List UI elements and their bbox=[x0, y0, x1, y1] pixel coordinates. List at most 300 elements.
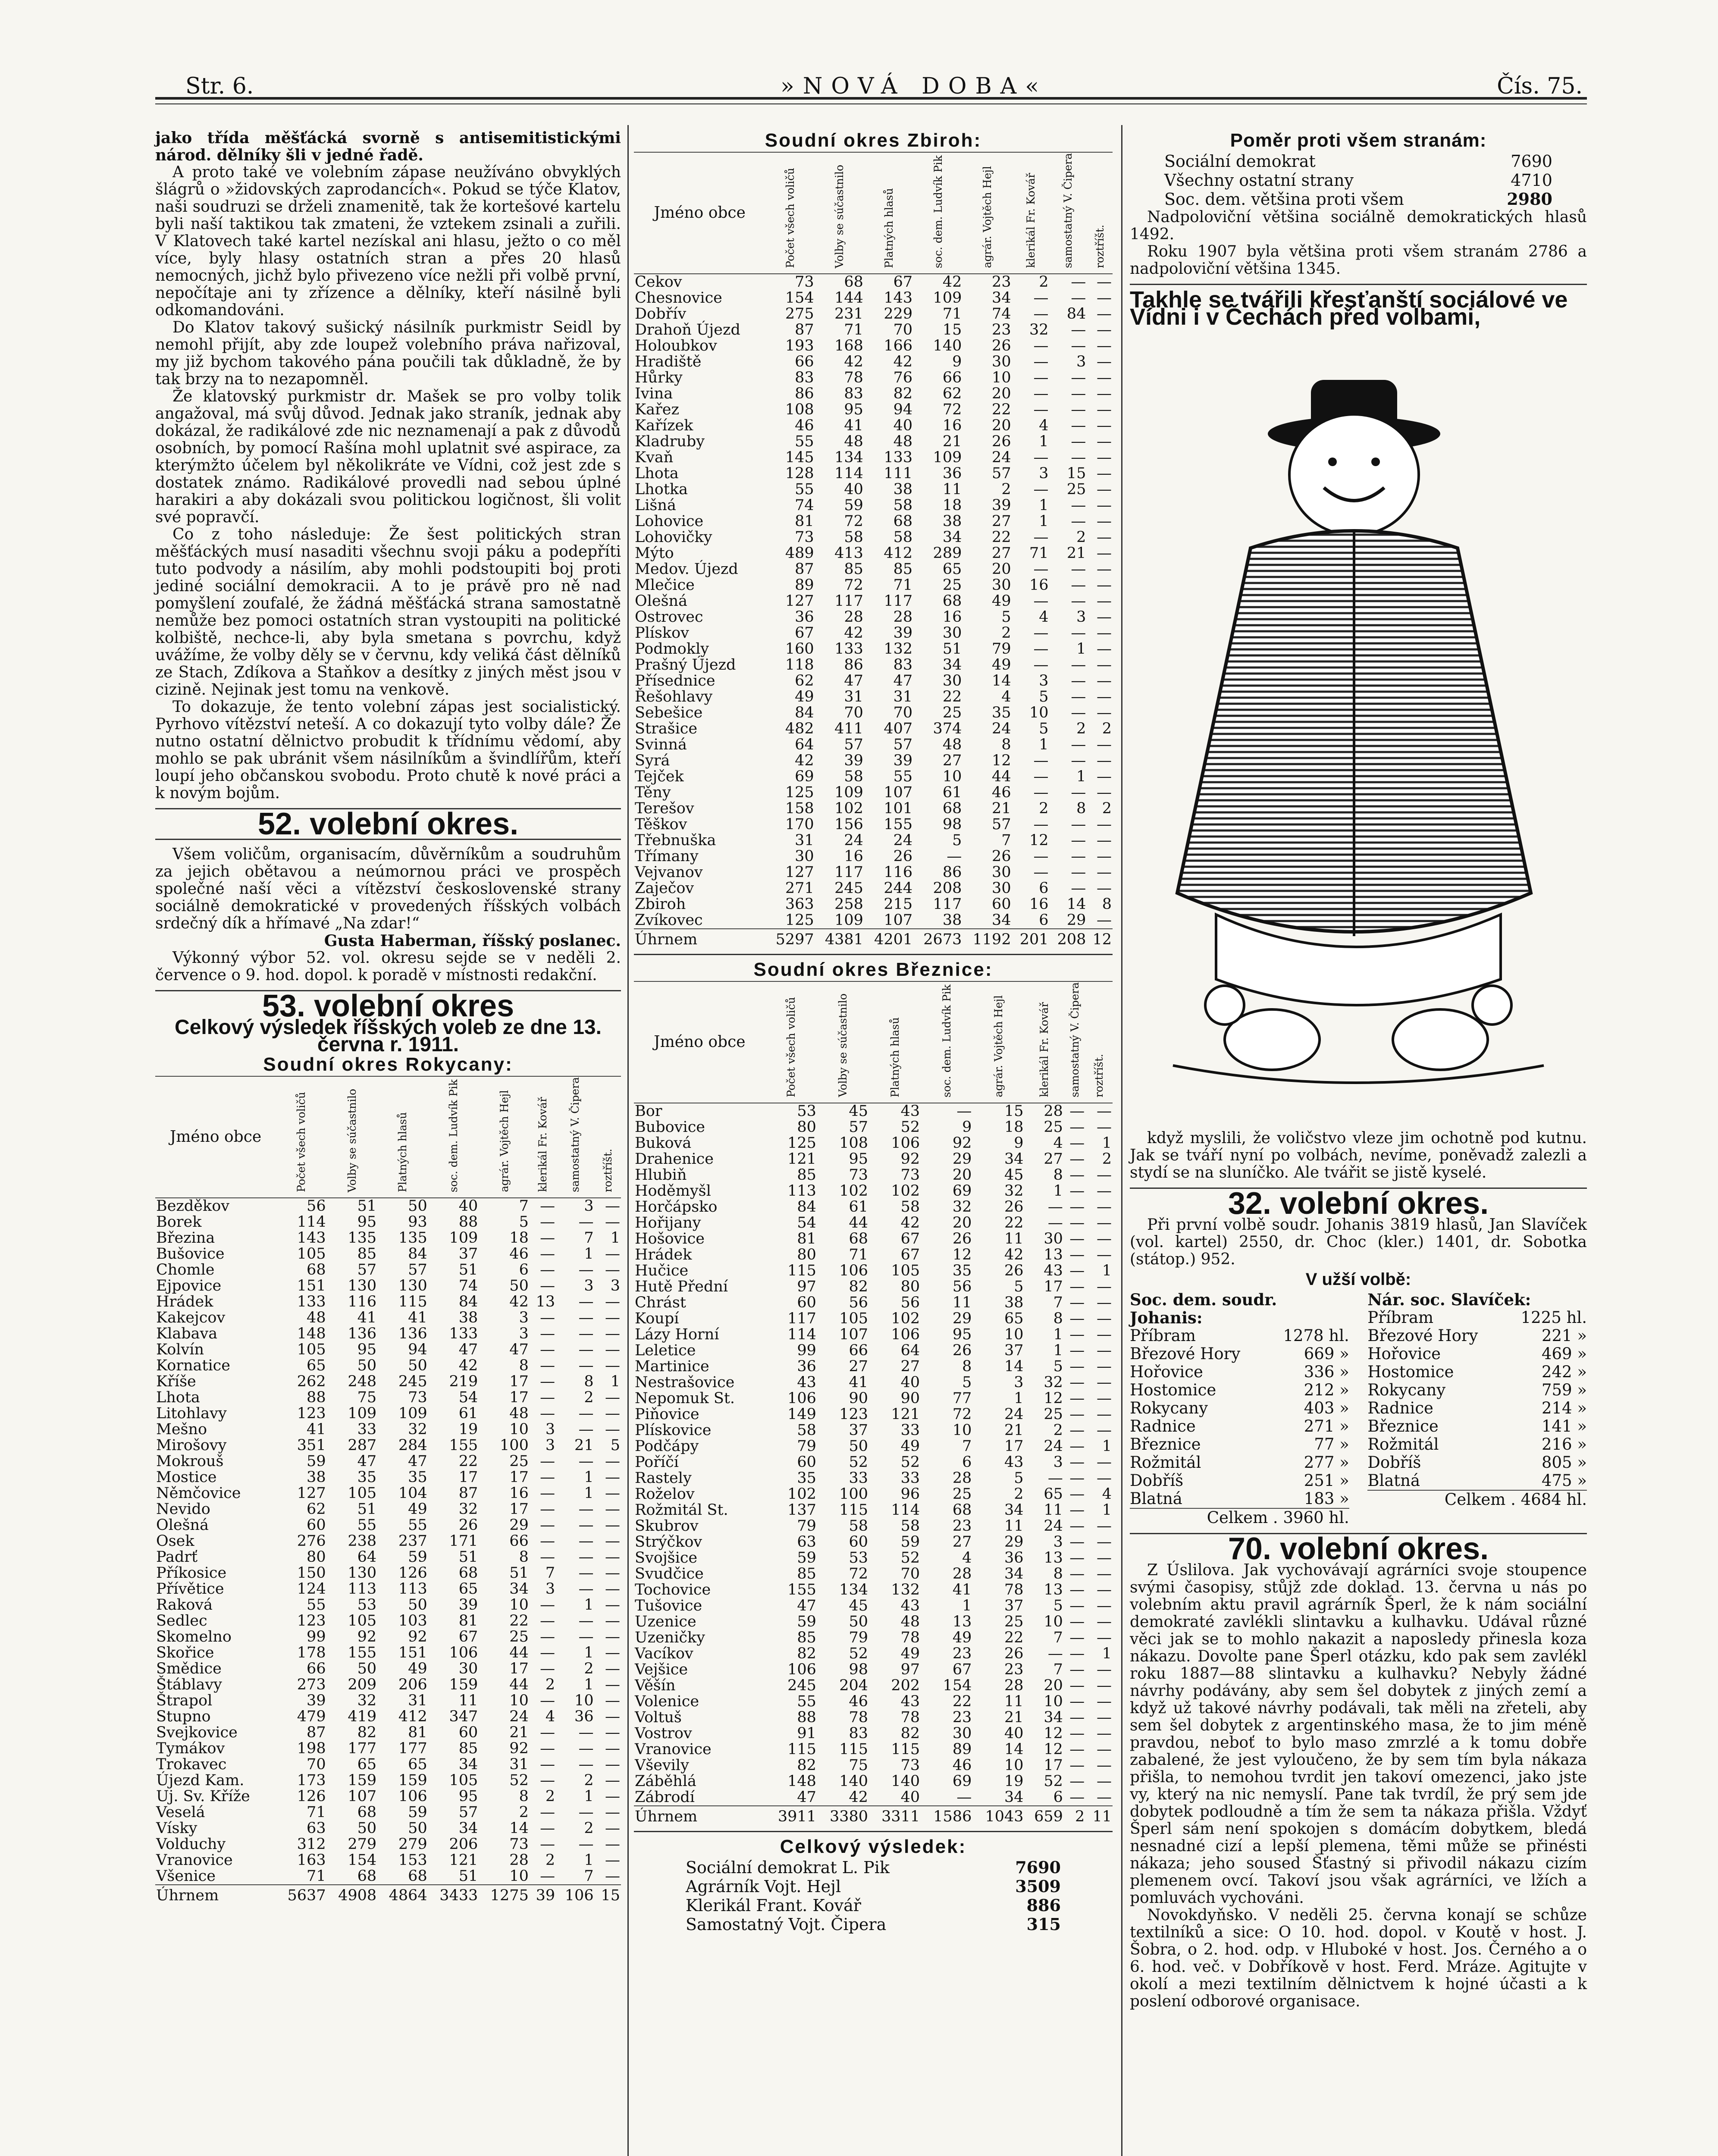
column-right bbox=[1130, 129, 1587, 2010]
total-row bbox=[634, 929, 1113, 948]
vote-count: 153 bbox=[398, 1851, 427, 1869]
vote-count: 9 bbox=[962, 1118, 972, 1136]
vote-count: 95 bbox=[849, 1150, 868, 1168]
vote-count: — bbox=[540, 1548, 555, 1566]
total-value: 11 bbox=[1085, 1806, 1113, 1825]
table-row bbox=[155, 1565, 621, 1581]
vote-count: 2 bbox=[545, 1676, 555, 1693]
table-row bbox=[634, 322, 1113, 338]
vote-count: 18 bbox=[1004, 1118, 1024, 1136]
vote-count: 36 bbox=[574, 1708, 594, 1725]
vote-count: 71 bbox=[844, 321, 863, 338]
vote-count: 8 bbox=[1053, 1565, 1063, 1583]
vote-count: — bbox=[1069, 1230, 1085, 1247]
vote-count: 20 bbox=[992, 417, 1011, 434]
vote-count: — bbox=[1047, 1198, 1063, 1216]
vote-count: — bbox=[1069, 1581, 1085, 1598]
vote-count: — bbox=[1071, 704, 1086, 721]
vote-count: — bbox=[1033, 768, 1049, 785]
total-value: 208 bbox=[1050, 929, 1087, 948]
vote-count: — bbox=[1097, 1166, 1112, 1184]
vote-count: 43 bbox=[900, 1597, 920, 1614]
vote-count: 25 bbox=[952, 1485, 972, 1503]
municipality-name: Chomle bbox=[156, 1261, 215, 1279]
column-header: Jméno obce bbox=[634, 152, 765, 274]
vote-count: — bbox=[1097, 1373, 1112, 1391]
vote-count: 40 bbox=[893, 417, 913, 434]
vote-count: 48 bbox=[307, 1309, 326, 1326]
vote-count: — bbox=[578, 1612, 594, 1630]
vote-count: 42 bbox=[893, 353, 913, 370]
vote-count: 24 bbox=[509, 1708, 529, 1725]
vote-count: — bbox=[605, 1819, 620, 1837]
table-row bbox=[155, 1454, 621, 1470]
vote-count: — bbox=[540, 1245, 555, 1263]
vote-count: 121 bbox=[787, 1150, 816, 1168]
vote-count: 3 bbox=[545, 1420, 555, 1438]
vote-count: — bbox=[540, 1516, 555, 1534]
municipality-name: Hlubiň bbox=[635, 1166, 687, 1184]
vote-count: 55 bbox=[795, 480, 814, 498]
vote-count: 53 bbox=[357, 1596, 377, 1614]
town-votes: 212 » bbox=[1304, 1381, 1349, 1399]
vote-count: — bbox=[540, 1229, 555, 1247]
vote-count: 81 bbox=[797, 1230, 816, 1247]
municipality-name: Mokrouš bbox=[156, 1452, 224, 1470]
vote-count: — bbox=[605, 1612, 620, 1630]
vote-count: 79 bbox=[849, 1629, 868, 1646]
vote-count: 94 bbox=[408, 1341, 427, 1358]
table-row bbox=[155, 1262, 621, 1278]
vote-count: 26 bbox=[893, 847, 913, 865]
vote-count: — bbox=[540, 1612, 555, 1630]
vote-count: 67 bbox=[952, 1661, 972, 1678]
vote-count: 57 bbox=[992, 815, 1011, 833]
vote-count: 11 bbox=[952, 1294, 972, 1311]
vote-count: 65 bbox=[1044, 1485, 1063, 1503]
vote-count: 125 bbox=[787, 1134, 816, 1152]
vote-count: — bbox=[540, 1628, 555, 1645]
vote-count: 54 bbox=[797, 1214, 816, 1232]
vote-count: 41 bbox=[849, 1373, 868, 1391]
vote-count: 24 bbox=[844, 831, 863, 849]
vote-count: 57 bbox=[849, 1118, 868, 1136]
vote-count: 65 bbox=[1004, 1310, 1024, 1327]
column-header: Jméno obce bbox=[634, 981, 765, 1103]
table-row bbox=[634, 1614, 1113, 1630]
municipality-name: Borek bbox=[156, 1213, 202, 1231]
vote-count: 116 bbox=[348, 1293, 377, 1310]
vote-count: 115 bbox=[891, 1740, 920, 1758]
vote-count: 37 bbox=[1004, 1597, 1024, 1614]
municipality-name: Štáblavy bbox=[156, 1676, 222, 1693]
vote-count: 45 bbox=[849, 1597, 868, 1614]
pomer-value: 7690 bbox=[1511, 152, 1552, 171]
vote-count: 143 bbox=[884, 289, 913, 307]
vote-count: — bbox=[605, 1213, 620, 1231]
vote-count: 34 bbox=[1004, 1788, 1024, 1806]
vote-count: 35 bbox=[408, 1468, 427, 1486]
vote-count: 1 bbox=[1039, 736, 1049, 753]
vote-count: 116 bbox=[884, 863, 913, 881]
vote-count: 23 bbox=[952, 1645, 972, 1662]
vote-count: 41 bbox=[952, 1581, 972, 1598]
vote-count: — bbox=[1097, 1405, 1112, 1423]
vote-count: 105 bbox=[348, 1612, 377, 1630]
table-row bbox=[155, 1470, 621, 1485]
vote-count: 1 bbox=[584, 1484, 594, 1502]
runoff-row bbox=[1367, 1345, 1587, 1363]
municipality-name: Hučice bbox=[635, 1262, 689, 1279]
vote-count: 1 bbox=[584, 1468, 594, 1486]
vote-count: 363 bbox=[785, 895, 814, 913]
vote-count: 58 bbox=[797, 1421, 816, 1439]
vote-count: 83 bbox=[849, 1724, 868, 1742]
vote-count: — bbox=[1097, 401, 1112, 418]
total-value: 5637 bbox=[276, 1885, 327, 1904]
vote-count: 53 bbox=[849, 1549, 868, 1567]
municipality-name: Přísednice bbox=[635, 672, 715, 689]
municipality-name: Hoděmyšl bbox=[635, 1182, 711, 1200]
vote-count: 71 bbox=[307, 1803, 326, 1821]
vote-count: 48 bbox=[900, 1613, 920, 1630]
column-header: soc. dem. Ludvík Pik bbox=[940, 984, 953, 1097]
municipality-name: Záběhlá bbox=[635, 1772, 696, 1790]
vote-count: 3 bbox=[519, 1309, 529, 1326]
vote-count: 158 bbox=[785, 799, 814, 817]
municipality-name: Voltuš bbox=[635, 1708, 682, 1726]
vote-count: 22 bbox=[952, 1692, 972, 1710]
vote-count: 102 bbox=[891, 1182, 920, 1200]
vote-count: 30 bbox=[1044, 1230, 1063, 1247]
vote-count: 5 bbox=[962, 1373, 972, 1391]
vote-count: 32 bbox=[1044, 1373, 1063, 1391]
vote-count: 148 bbox=[787, 1772, 816, 1790]
table-row bbox=[634, 561, 1113, 577]
municipality-name: Vísky bbox=[156, 1819, 198, 1837]
vote-count: 56 bbox=[900, 1294, 920, 1311]
municipality-name: Lišná bbox=[635, 496, 676, 514]
table-row bbox=[634, 1327, 1113, 1343]
vote-count: 10 bbox=[574, 1692, 594, 1709]
vote-count: 19 bbox=[1004, 1772, 1024, 1790]
cartoon-caption: když myslili, že voličstvo vleze jim ochotně pod kutnu. Jak se tváří nyní po volbách, nevíme, poněvadž zalezli a stydí se na sluníčko. Ale tvářit se jistě kyselé. bbox=[1130, 1129, 1587, 1181]
vote-count: 31 bbox=[509, 1755, 529, 1773]
table-row bbox=[634, 1646, 1113, 1662]
vote-count: 23 bbox=[1004, 1661, 1024, 1678]
vote-count: 107 bbox=[348, 1787, 377, 1805]
municipality-name: Všenice bbox=[156, 1867, 216, 1885]
column-header: roztříšt. bbox=[1093, 224, 1106, 268]
vote-count: 130 bbox=[398, 1277, 427, 1294]
vote-count: — bbox=[578, 1724, 594, 1741]
vote-count: 5 bbox=[1053, 1597, 1063, 1614]
vote-count: 41 bbox=[357, 1309, 377, 1326]
total-value: 3911 bbox=[765, 1806, 817, 1825]
municipality-name: Horčápsko bbox=[635, 1198, 718, 1216]
vote-count: 65 bbox=[458, 1580, 478, 1598]
vote-count: 68 bbox=[357, 1867, 377, 1885]
vote-count: — bbox=[605, 1388, 620, 1406]
vote-count: 89 bbox=[952, 1740, 972, 1758]
vote-count: 84 bbox=[795, 704, 814, 721]
pomer-text: Nadpoloviční většina sociálně demokratických hlasů 1492. bbox=[1130, 208, 1587, 243]
header-rule bbox=[155, 97, 1587, 100]
vote-count: — bbox=[1097, 1661, 1112, 1678]
vote-count: — bbox=[1071, 448, 1086, 466]
vote-count: 206 bbox=[449, 1835, 478, 1853]
vote-count: — bbox=[1097, 1230, 1112, 1247]
vote-count: 136 bbox=[348, 1325, 377, 1342]
vote-count: 70 bbox=[893, 321, 913, 338]
vote-count: 29 bbox=[509, 1516, 529, 1534]
vote-count: — bbox=[578, 1548, 594, 1566]
table-row bbox=[634, 402, 1113, 418]
vote-count: — bbox=[540, 1596, 555, 1614]
vote-count: 90 bbox=[900, 1389, 920, 1407]
vote-count: — bbox=[540, 1213, 555, 1231]
column-header: Platných hlasů bbox=[396, 1112, 409, 1192]
vote-count: 25 bbox=[509, 1452, 529, 1470]
vote-count: — bbox=[1069, 1166, 1085, 1184]
column-header: samostatný V. Čipera bbox=[569, 1077, 582, 1192]
vote-count: 72 bbox=[849, 1565, 868, 1583]
municipality-name: Dobřív bbox=[635, 305, 687, 323]
vote-count: 39 bbox=[458, 1596, 478, 1614]
vote-count: 86 bbox=[795, 385, 814, 402]
municipality-name: Mostice bbox=[156, 1468, 217, 1486]
municipality-name: Lohovičky bbox=[635, 528, 712, 546]
total-value: 15 bbox=[595, 1885, 621, 1904]
vote-count: 106 bbox=[839, 1262, 868, 1279]
municipality-name: Kařízek bbox=[635, 417, 693, 434]
vote-count: 15 bbox=[1066, 464, 1086, 482]
table-row bbox=[634, 1438, 1113, 1454]
vote-count: 159 bbox=[449, 1676, 478, 1693]
vote-count: 78 bbox=[900, 1629, 920, 1646]
vote-count: 12 bbox=[1029, 831, 1049, 849]
vote-count: 13 bbox=[1044, 1581, 1063, 1598]
vote-count: — bbox=[578, 1309, 594, 1326]
table-row bbox=[634, 1423, 1113, 1438]
vote-count: — bbox=[1097, 1389, 1112, 1407]
vote-count: — bbox=[1033, 385, 1049, 402]
vote-count: — bbox=[540, 1341, 555, 1358]
vote-count: 50 bbox=[849, 1437, 868, 1455]
vote-count: 45 bbox=[849, 1102, 868, 1120]
vote-count: 16 bbox=[509, 1484, 529, 1502]
vote-count: — bbox=[1097, 1772, 1112, 1790]
vote-count: 22 bbox=[509, 1612, 529, 1630]
vote-count: 50 bbox=[357, 1660, 377, 1677]
vote-count: 49 bbox=[952, 1629, 972, 1646]
vote-count: 21 bbox=[509, 1724, 529, 1741]
table-row bbox=[634, 1742, 1113, 1758]
vote-count: 100 bbox=[839, 1485, 868, 1503]
municipality-name: Lhota bbox=[156, 1388, 200, 1406]
municipality-name: Třímany bbox=[635, 847, 699, 865]
vote-count: 55 bbox=[357, 1516, 377, 1534]
vote-count: 28 bbox=[893, 608, 913, 626]
vote-count: 71 bbox=[893, 576, 913, 594]
vote-count: 16 bbox=[1029, 895, 1049, 913]
vote-count: 127 bbox=[785, 592, 814, 610]
municipality-name: Olešná bbox=[156, 1516, 209, 1534]
vote-count: 13 bbox=[1044, 1246, 1063, 1263]
vote-count: 39 bbox=[893, 752, 913, 769]
vote-count: 4 bbox=[1039, 417, 1049, 434]
vote-count: 136 bbox=[398, 1325, 427, 1342]
total-value: 3311 bbox=[869, 1806, 921, 1825]
okres52-title: 52. volební okres. bbox=[257, 807, 519, 841]
total-value: 39 bbox=[530, 1885, 556, 1904]
vote-count: 95 bbox=[952, 1326, 972, 1343]
vote-count: 45 bbox=[1004, 1166, 1024, 1184]
vote-count: 34 bbox=[1004, 1150, 1024, 1168]
vote-count: — bbox=[1071, 401, 1086, 418]
vote-count: 30 bbox=[992, 879, 1011, 897]
vote-count: — bbox=[605, 1692, 620, 1709]
vote-count: 50 bbox=[408, 1357, 427, 1374]
vote-count: 30 bbox=[992, 576, 1011, 594]
vote-count: 19 bbox=[458, 1420, 478, 1438]
vote-count: 1 bbox=[584, 1644, 594, 1661]
vote-count: 7 bbox=[962, 1437, 972, 1455]
vote-count: 73 bbox=[795, 528, 814, 546]
table-row bbox=[634, 1694, 1113, 1710]
vote-count: 93 bbox=[408, 1213, 427, 1231]
vote-count: 86 bbox=[844, 656, 863, 674]
vote-count: — bbox=[540, 1404, 555, 1422]
table-row bbox=[634, 1630, 1113, 1646]
vote-count: 12 bbox=[1044, 1389, 1063, 1407]
vote-count: 115 bbox=[839, 1740, 868, 1758]
vote-count: — bbox=[540, 1500, 555, 1518]
vote-count: 69 bbox=[795, 768, 814, 785]
vote-count: 14 bbox=[509, 1819, 529, 1837]
vote-count: — bbox=[1069, 1756, 1085, 1774]
vote-count: 95 bbox=[844, 401, 863, 418]
vote-count: — bbox=[1097, 464, 1112, 482]
pomer-label: Soc. dem. většina proti všem bbox=[1164, 190, 1404, 209]
vote-count: 14 bbox=[1004, 1740, 1024, 1758]
table-row bbox=[634, 577, 1113, 593]
vote-count: 479 bbox=[297, 1708, 326, 1725]
vote-count: 14 bbox=[1004, 1357, 1024, 1375]
vote-count: — bbox=[1071, 512, 1086, 530]
vote-count: 43 bbox=[797, 1373, 816, 1391]
total-value: 4201 bbox=[864, 929, 913, 948]
vote-count: 24 bbox=[1044, 1437, 1063, 1455]
vote-count: 59 bbox=[797, 1613, 816, 1630]
town-votes: 336 » bbox=[1304, 1363, 1349, 1381]
vote-count: 111 bbox=[884, 464, 913, 482]
vote-count: 29 bbox=[1066, 911, 1086, 929]
vote-count: 55 bbox=[893, 768, 913, 785]
table-row bbox=[634, 1454, 1113, 1470]
vote-count: 117 bbox=[787, 1310, 816, 1327]
table-row bbox=[155, 1501, 621, 1517]
vote-count: — bbox=[540, 1803, 555, 1821]
vote-count: 5 bbox=[1014, 1469, 1024, 1487]
vote-count: 50 bbox=[408, 1819, 427, 1837]
vote-count: 12 bbox=[1044, 1740, 1063, 1758]
municipality-name: Mlečice bbox=[635, 576, 695, 594]
table-row bbox=[634, 1566, 1113, 1582]
vote-count: — bbox=[1097, 672, 1112, 689]
vote-count: 37 bbox=[1004, 1341, 1024, 1359]
vote-count: 173 bbox=[297, 1771, 326, 1789]
vote-count: — bbox=[1069, 1421, 1085, 1439]
vote-count: 287 bbox=[348, 1436, 377, 1454]
vote-count: 27 bbox=[992, 544, 1011, 562]
vote-count: — bbox=[1097, 432, 1112, 450]
vote-count: 63 bbox=[307, 1819, 326, 1837]
vote-count: — bbox=[1097, 1692, 1112, 1710]
vote-count: 18 bbox=[509, 1229, 529, 1247]
vote-count: 105 bbox=[297, 1245, 326, 1263]
vote-count: — bbox=[540, 1357, 555, 1374]
vote-count: 92 bbox=[357, 1628, 377, 1645]
vote-count: 68 bbox=[307, 1261, 326, 1279]
column-header: roztříšt. bbox=[1093, 1053, 1106, 1097]
vote-count: 78 bbox=[1004, 1581, 1024, 1598]
vote-count: 102 bbox=[834, 799, 863, 817]
column-header: Volby se súčastnilo bbox=[833, 164, 846, 268]
vote-count: 57 bbox=[893, 736, 913, 753]
municipality-name: Uj. Sv. Kříže bbox=[156, 1787, 250, 1805]
okres52-text: Všem voličům, organisacím, důvěrníkům a soudruhům za jejich obětavou a neúmornou práci ve prospěch společné naší věci a vítězství československé strany sociálně demokratické v provedených říšských volbách srdečný dík a hřímavé „Na zdar!“ bbox=[155, 846, 621, 932]
vote-count: — bbox=[540, 1724, 555, 1741]
vote-count: 115 bbox=[839, 1501, 868, 1519]
vote-count: 1 bbox=[1102, 1134, 1112, 1152]
municipality-name: Piňovice bbox=[635, 1405, 699, 1423]
vote-count: 71 bbox=[942, 305, 962, 323]
vote-count: 52 bbox=[1044, 1772, 1063, 1790]
municipality-name: Mýto bbox=[635, 544, 674, 562]
municipality-name: Tymákov bbox=[156, 1739, 225, 1757]
issue-number: Čís. 75. bbox=[1497, 73, 1583, 99]
vote-count: — bbox=[1097, 273, 1112, 291]
vote-count: 61 bbox=[849, 1198, 868, 1216]
municipality-name: Terešov bbox=[635, 799, 694, 817]
vote-count: 5 bbox=[610, 1436, 620, 1454]
table-row bbox=[155, 1693, 621, 1709]
vote-count: — bbox=[1097, 1533, 1112, 1551]
vote-count: 133 bbox=[834, 640, 863, 658]
municipality-name: Kladruby bbox=[635, 432, 705, 450]
vote-count: — bbox=[1069, 1373, 1085, 1391]
vote-count: 3 bbox=[545, 1436, 555, 1454]
vote-count: — bbox=[1069, 1485, 1085, 1503]
vote-count: 68 bbox=[844, 273, 863, 291]
vote-count: 38 bbox=[458, 1309, 478, 1326]
vote-count: 60 bbox=[797, 1453, 816, 1471]
town-votes: 214 » bbox=[1541, 1399, 1587, 1417]
town-name: Březové Hory bbox=[1367, 1326, 1478, 1345]
vote-count: 10 bbox=[992, 369, 1011, 386]
vote-count: — bbox=[1097, 353, 1112, 370]
vote-count: — bbox=[540, 1261, 555, 1279]
table-row bbox=[634, 530, 1113, 545]
vote-count: 4 bbox=[1053, 1134, 1063, 1152]
town-name: Dobříš bbox=[1130, 1471, 1184, 1490]
pomer-text-2: Roku 1907 byla většina proti všem stranám 2786 a nadpoloviční většina 1345. bbox=[1130, 243, 1587, 278]
candidate-votes: 886 bbox=[1026, 1895, 1061, 1915]
vote-count: — bbox=[578, 1755, 594, 1773]
table-row bbox=[634, 1758, 1113, 1774]
vote-count: 215 bbox=[884, 895, 913, 913]
